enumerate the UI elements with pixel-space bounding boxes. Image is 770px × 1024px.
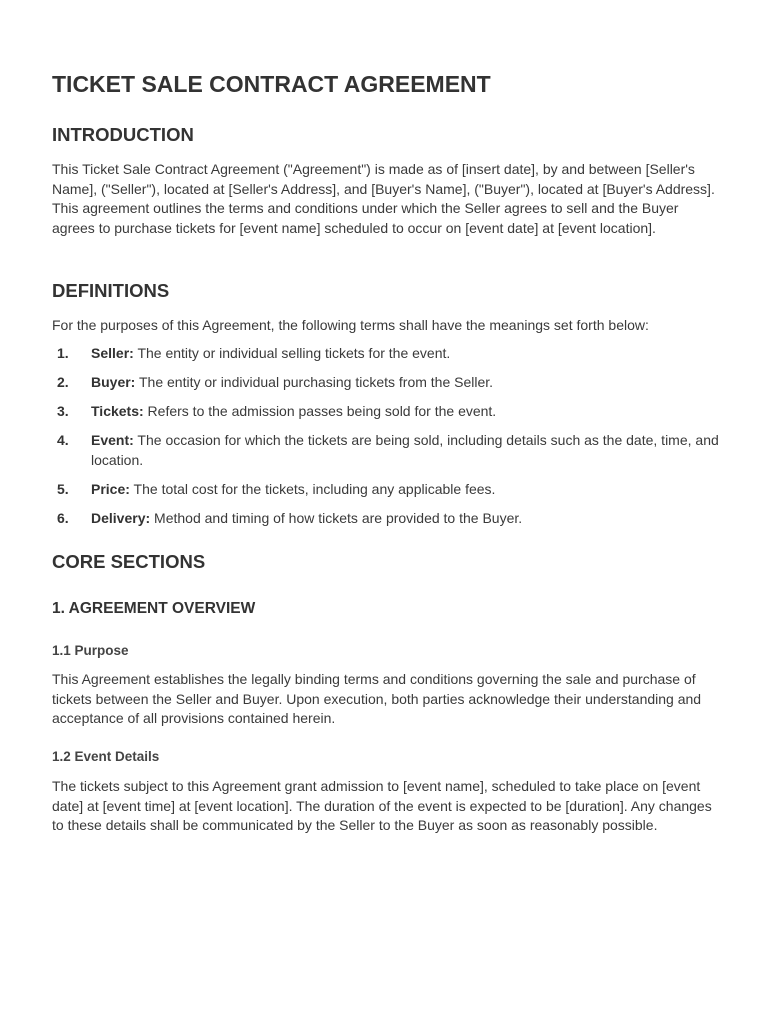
definition-text: The total cost for the tickets, including any applicable fees. bbox=[129, 480, 496, 497]
definition-item-tickets bbox=[52, 402, 722, 422]
definition-number: 2. bbox=[57, 374, 69, 390]
definition-text: Refers to the admission passes being sold for the event. bbox=[143, 403, 497, 419]
definition-number: 4. bbox=[57, 432, 69, 448]
definition-text: The occasion for which the tickets are being sold, including details such as the date, time, and location. bbox=[91, 432, 719, 468]
definitions-intro: For the purposes of this Agreement, the following terms shall have the meanings set forth below: bbox=[52, 317, 649, 333]
purpose-text: This Agreement establishes the legally binding terms and conditions governing the sale and purchase of tickets between the Seller and Buyer. Upon execution, both parties acknowledge their understanding and acceptance of all provisions contained herein. bbox=[52, 671, 702, 726]
definition-term: Delivery: bbox=[91, 509, 151, 526]
definition-item-buyer bbox=[52, 373, 722, 393]
document-title: TICKET SALE CONTRACT AGREEMENT bbox=[52, 71, 491, 97]
purpose-heading: 1.1 Purpose bbox=[52, 643, 129, 658]
definition-item-price bbox=[52, 480, 722, 500]
introduction-heading: INTRODUCTION bbox=[52, 124, 194, 145]
definition-term: Event: bbox=[91, 432, 134, 448]
definition-text: The entity or individual selling tickets for the event. bbox=[133, 345, 451, 361]
core-sections-heading: CORE SECTIONS bbox=[52, 551, 206, 572]
definition-term: Buyer: bbox=[91, 374, 136, 390]
agreement-overview-heading: 1. AGREEMENT OVERVIEW bbox=[52, 600, 256, 617]
definition-item-delivery bbox=[52, 509, 722, 529]
definition-term: Price: bbox=[91, 480, 130, 497]
introduction-text: This Ticket Sale Contract Agreement ("Agreement") is made as of [insert date], by and between [Seller's Name], ("Seller"), located at [Seller's Address], and [Buyer's Name], ("Buyer"), located at [Buyer's Address]. This agreement outlines the terms and conditions under which the Seller agrees to sell and the Buyer agrees to purchase tickets for [event name] scheduled to occur on [event date] at [event location]. bbox=[52, 161, 715, 236]
definition-term: Tickets: bbox=[91, 403, 144, 419]
definition-number: 5. bbox=[57, 480, 69, 497]
event-details-text: The tickets subject to this Agreement grant admission to [event name], scheduled to take place on [event date] at [event time] at [event location]. The duration of the event is expected to be [duration]. Any changes to these details shall be communicated by the Seller to the Buyer as soon as reasonably possible. bbox=[52, 778, 712, 833]
event-details-heading: 1.2 Event Details bbox=[52, 749, 160, 764]
definition-item-seller bbox=[52, 344, 722, 364]
definitions-heading: DEFINITIONS bbox=[52, 280, 170, 301]
definition-number: 6. bbox=[57, 509, 69, 526]
definition-number: 3. bbox=[57, 403, 69, 419]
definition-text: The entity or individual purchasing tickets from the Seller. bbox=[135, 374, 494, 390]
definition-text: Method and timing of how tickets are provided to the Buyer. bbox=[150, 509, 523, 526]
definition-term: Seller: bbox=[91, 345, 134, 361]
definition-number: 1. bbox=[57, 345, 69, 361]
definition-item-event bbox=[52, 431, 722, 470]
definitions-list bbox=[52, 344, 722, 538]
